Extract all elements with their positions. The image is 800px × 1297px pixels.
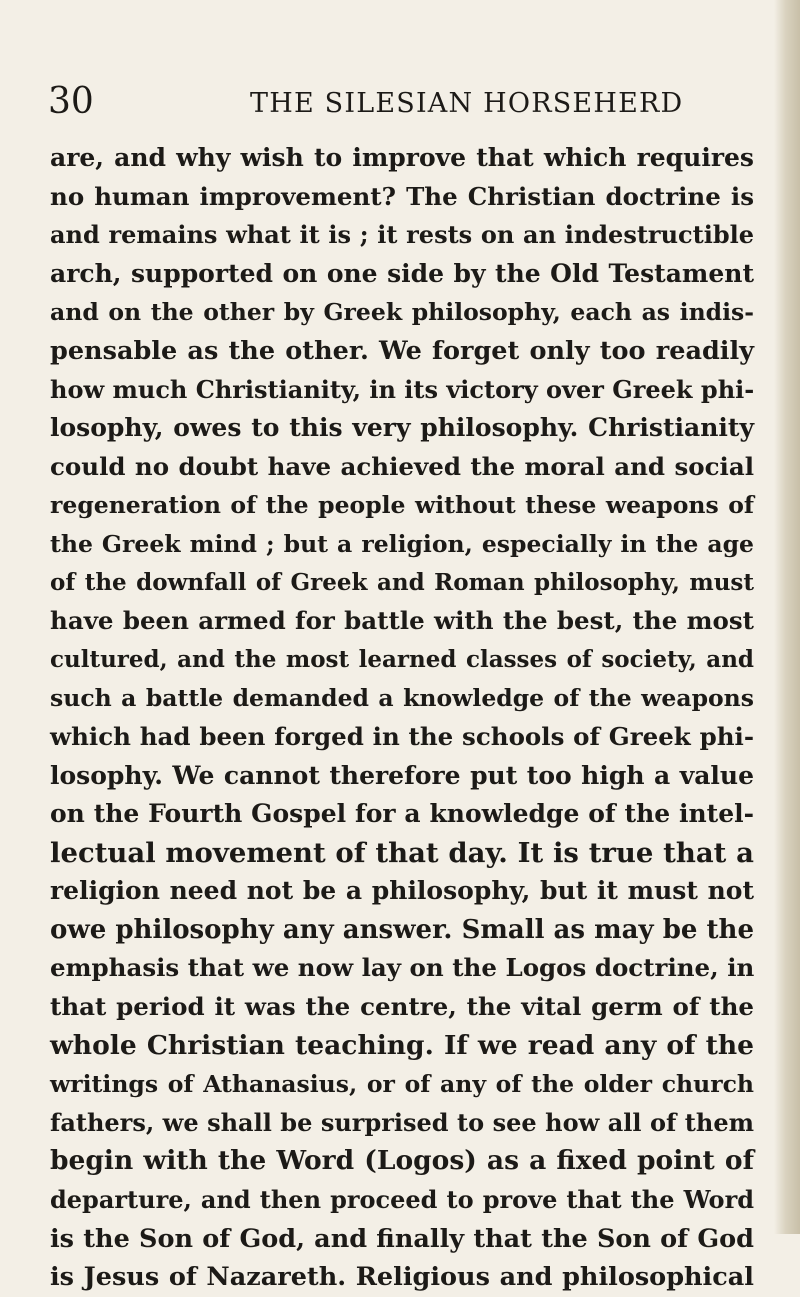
text-line: on the Fourth Gospel for a knowledge of the intel- — [50, 799, 754, 829]
text-line: and remains what it is ; it rests on an indestructible — [50, 220, 754, 250]
text-line: fathers, we shall be surprised to see how all of them — [50, 1107, 754, 1137]
text-line: such a battle demanded a knowledge of the weapons — [50, 684, 754, 713]
text-line: losophy. We cannot therefore put too high a value — [50, 760, 754, 790]
text-line: that period it was the centre, the vital germ of the — [50, 992, 754, 1022]
text-line: and on the other by Greek philosophy, each as indis- — [50, 298, 754, 327]
text-line: which had been forged in the schools of Greek phi- — [50, 721, 754, 751]
text-line: regeneration of the people without these weapons of — [50, 491, 754, 520]
text-line: writings of Athanasius, or of any of the older church — [50, 1070, 754, 1099]
text-line: pensable as the other. We forget only too readily — [50, 335, 754, 366]
page-number: 30 — [48, 81, 94, 122]
text-line: arch, supported on one side by the Old Testament — [50, 258, 754, 288]
text-line: of the downfall of Greek and Roman philosophy, must — [50, 568, 754, 596]
page-edge-shadow — [774, 0, 800, 1234]
text-line: cultured, and the most learned classes of society, and — [50, 645, 754, 673]
running-head — [48, 78, 748, 122]
text-line: emphasis that we now lay on the Logos doctrine, in — [50, 953, 755, 983]
text-line: departure, and then proceed to prove that the Word — [50, 1185, 754, 1215]
text-line: are, and why wish to improve that which requires — [50, 143, 754, 172]
text-line: losophy, owes to this very philosophy. Christianity — [50, 413, 754, 443]
text-line: religion need not be a philosophy, but it must not — [50, 876, 754, 906]
text-line: have been armed for battle with the best, the most — [50, 606, 754, 636]
text-line: owe philosophy any answer. Small as may be the — [50, 914, 754, 945]
text-line: whole Christian teaching. If we read any of the — [50, 1029, 754, 1061]
text-line: begin with the Word (Logos) as a fixed point of — [50, 1145, 754, 1177]
text-line: could no doubt have achieved the moral and social — [50, 451, 754, 481]
text-line: how much Christianity, in its victory over Greek phi- — [50, 374, 755, 404]
body-text — [50, 139, 754, 1297]
text-line: the Greek mind ; but a religion, especially in the age — [50, 529, 754, 558]
text-line: is Jesus of Nazareth. Religious and philosophical — [50, 1262, 754, 1293]
text-line: no human improvement? The Christian doctrine is — [50, 181, 754, 211]
text-line: is the Son of God, and finally that the Son of God — [50, 1223, 754, 1254]
running-title: THE SILESIAN HORSEHERD — [250, 88, 684, 119]
text-line: lectual movement of that day. It is true that a — [50, 836, 754, 869]
